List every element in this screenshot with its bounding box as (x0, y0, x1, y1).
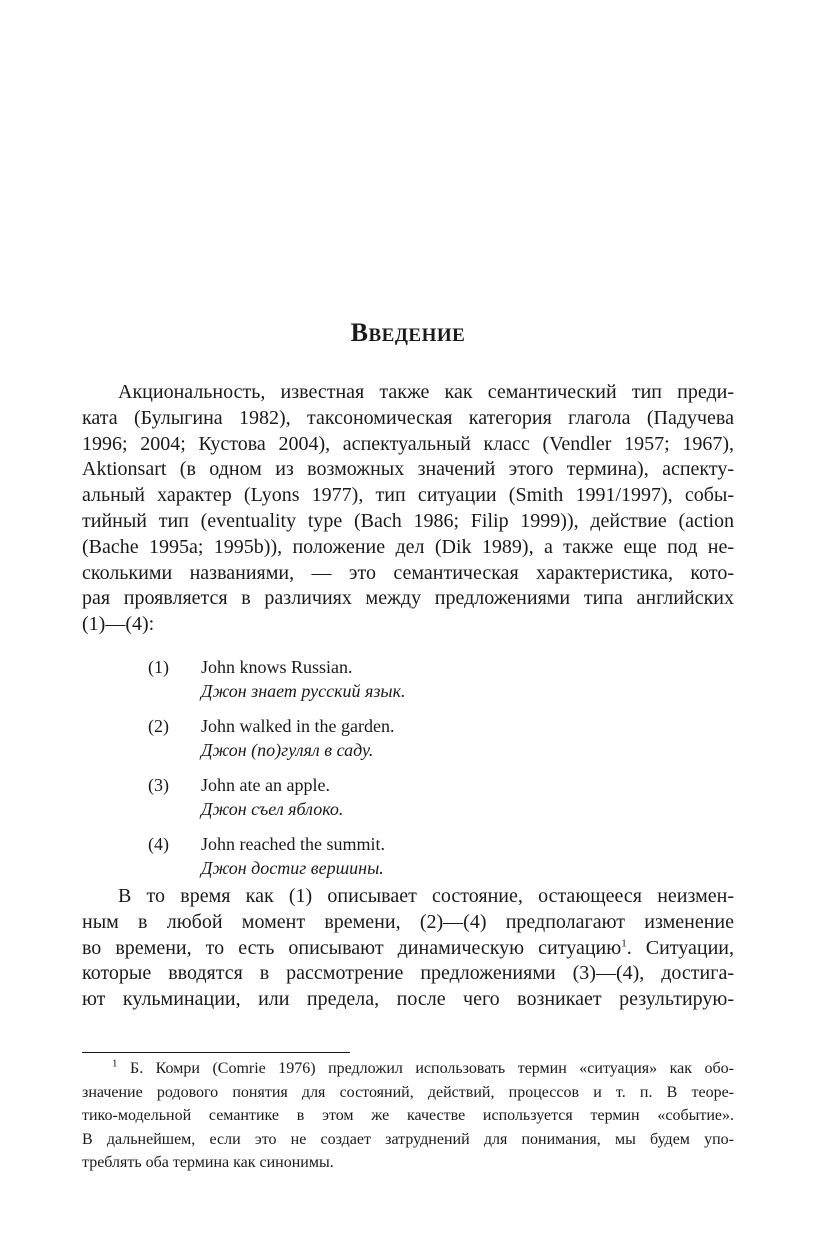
text-line: сколькими названиями, — это семантическая характеристика, кото- (82, 561, 734, 584)
heading-initial: В (350, 318, 369, 347)
example-number: (2) (148, 716, 169, 736)
text-line: рая проявляется в различиях между предложениями типа английских (82, 587, 734, 610)
example-english: John walked in the garden. (201, 716, 395, 736)
example-number: (3) (148, 775, 169, 795)
footnote-line (82, 1057, 734, 1081)
footnote-reference[interactable]: 1 (621, 936, 627, 949)
paragraph-2 (82, 884, 734, 1013)
text-line: В то время как (1) описывает состояние, остающееся неизмен- (118, 885, 734, 907)
paragraph-1 (82, 380, 734, 638)
example-number: (4) (148, 834, 169, 854)
footnote-text: Б. Комри (Comrie 1976) предложил использовать термин «ситуация» как обо- (130, 1060, 735, 1077)
example-number: (1) (148, 657, 169, 677)
footnote-line: треблять оба термина как синонимы. (82, 1154, 334, 1172)
text-line: (1)—(4): (82, 613, 155, 636)
example-item (82, 714, 734, 773)
example-translation: Джон достиг вершины. (201, 858, 384, 878)
section-heading (82, 318, 734, 348)
footnote-marker: 1 (112, 1057, 118, 1070)
example-translation: Джон съел яблоко. (201, 799, 344, 819)
text-line: Акциональность, известная также как семантический тип преди- (118, 381, 734, 403)
example-english: John ate an apple. (201, 775, 330, 795)
text-line: ют кульминации, или предела, после чего возникает результирую- (82, 988, 734, 1011)
footnote-separator (82, 1052, 350, 1053)
example-item (82, 655, 734, 714)
text-line: (Bache 1995a; 1995b)), положение дел (Dik 1989), а также еще под не- (82, 535, 734, 558)
text-line: тийный тип (eventuality type (Bach 1986; Filip 1999)), действие (action (82, 509, 734, 532)
text-line (82, 936, 734, 962)
footnote (82, 1057, 734, 1175)
text-line: ката (Булыгина 1982), таксономическая категория глагола (Падучева (82, 406, 734, 429)
text-line: которые вводятся в рассмотрение предложениями (3)—(4), достига- (82, 962, 734, 985)
example-list (82, 655, 734, 891)
example-english: John reached the summit. (201, 834, 385, 854)
footnote-line: В дальнейшем, если это не создает затруднений для понимания, мы будем упо- (82, 1130, 734, 1148)
text-line: 1996; 2004; Кустова 2004), аспектуальный класс (Vendler 1957; 1967), (82, 432, 734, 455)
heading-rest: ВЕДЕНИЕ (368, 325, 466, 346)
text-line: ным в любой момент времени, (2)—(4) предполагают изменение (82, 910, 734, 933)
page (82, 0, 734, 1241)
example-english: John knows Russian. (201, 657, 353, 677)
example-translation: Джон (по)гулял в саду. (201, 740, 374, 760)
text-line: Aktionsart (в одном из возможных значений этого термина), аспекту- (82, 458, 734, 481)
example-item (82, 832, 734, 891)
footnote-line: значение родового понятия для состояний, действий, процессов и т. п. В теорe- (82, 1083, 734, 1101)
text-fragment: во времени, то есть описывают динамическую ситуацию (82, 936, 622, 959)
example-translation: Джон знает русский язык. (201, 681, 406, 701)
text-line: альный характер (Lyons 1977), тип ситуации (Smith 1991/1997), собы- (82, 484, 734, 507)
text-fragment: . Ситуации, (626, 936, 734, 959)
footnote-line: тико-модельной семантике в этом же качестве используется термин «событие». (82, 1107, 734, 1125)
example-item (82, 773, 734, 832)
